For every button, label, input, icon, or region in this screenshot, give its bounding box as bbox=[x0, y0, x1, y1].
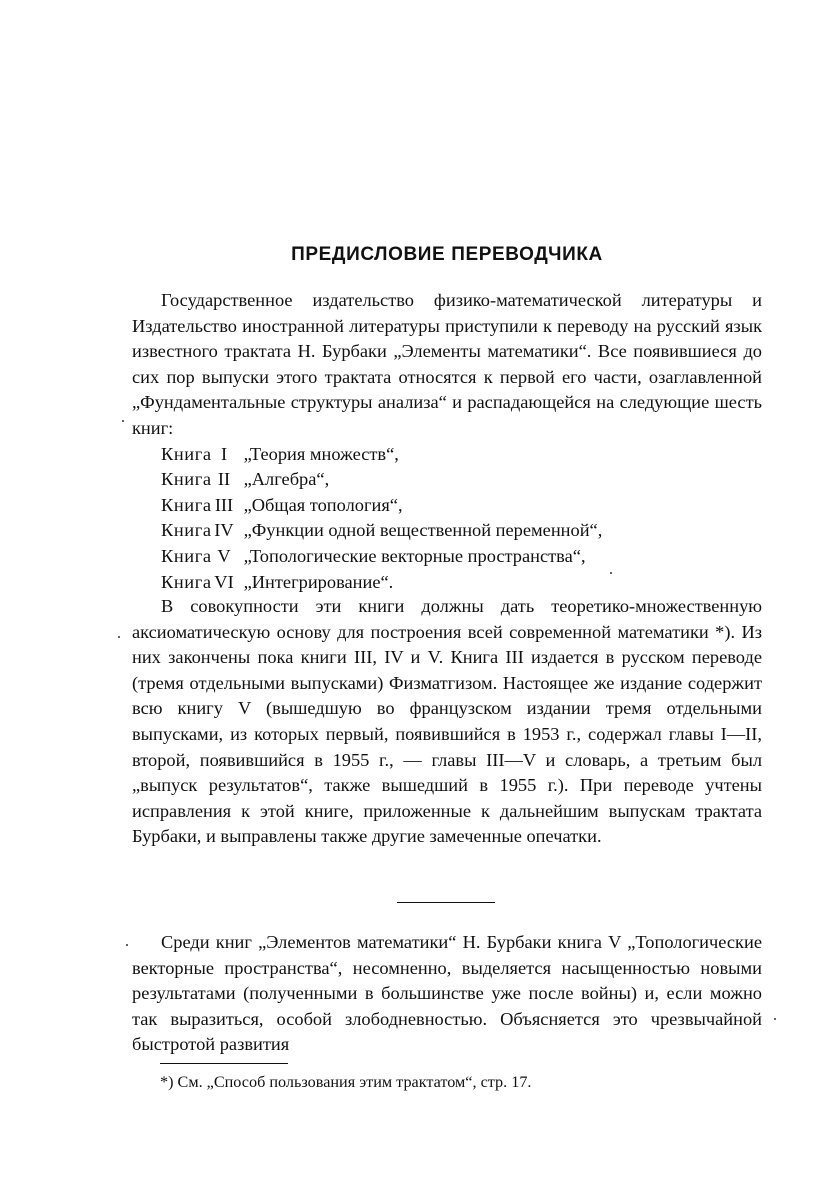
books-list bbox=[132, 442, 762, 596]
book-word: Книга bbox=[161, 494, 212, 515]
book-number: IV bbox=[214, 520, 234, 541]
book-title: „Алгебра“, bbox=[243, 469, 330, 490]
scan-speck bbox=[122, 420, 124, 422]
book-list-item bbox=[132, 467, 762, 493]
book-word: Книга bbox=[161, 571, 212, 592]
paragraph-3: Среди книг „Элементов математики“ Н. Бурбаки книга V „Топологические векторные пространства“, несомненно, выделяется насыщенностью новыми результатами (полученными в большинстве уже после войны) и, если можно так выразиться, особой злободневностью. Объясняется это чрезвычайной быстротой развития bbox=[132, 932, 762, 1055]
book-list-item bbox=[132, 570, 762, 596]
book-number: VI bbox=[214, 571, 234, 592]
section-2 bbox=[132, 594, 762, 850]
scan-speck bbox=[118, 636, 120, 638]
book-title: „Функции одной вещественной переменной“, bbox=[243, 520, 603, 541]
footnote: *) См. „Способ пользования этим трактатом“, стр. 17. bbox=[160, 1073, 532, 1091]
book-number: III bbox=[214, 494, 234, 515]
section-divider bbox=[397, 902, 495, 903]
book-number: II bbox=[217, 469, 231, 490]
page-title: ПРЕДИСЛОВИЕ ПЕРЕВОДЧИКА bbox=[291, 244, 603, 265]
book-word: Книга bbox=[161, 520, 212, 541]
scan-speck bbox=[610, 572, 612, 574]
footnote-divider bbox=[160, 1063, 288, 1064]
intro-paragraph: Государственное издательство физико-математической литературы и Издательство иностранной литературы приступили к переводу на русский язык известного трактата Н. Бурбаки „Элементы математики“. Все появившиеся до сих пор выпуски этого трактата относятся к первой его части, озаглавленной „Фундаментальные структуры анализа“ и распадающейся на следующие шесть книг: bbox=[132, 290, 762, 438]
book-word: Книга bbox=[161, 443, 212, 464]
book-list-item bbox=[132, 442, 762, 468]
intro-section bbox=[132, 288, 762, 595]
book-title: „Общая топология“, bbox=[243, 494, 403, 515]
paragraph-2: В совокупности эти книги должны дать теоретико-множественную аксиоматическую основу для построения всей современной математики *). Из них закончены пока книги III, IV и V. Книга III издается в русском переводе (тремя отдельными выпусками) Физматгизом. Настоящее же издание содержит всю книгу V (вышедшую во французском издании тремя отдельными выпусками, из которых первый, появившийся в 1953 г., содержал главы I—II, второй, появившийся в 1955 г., — главы III—V и словарь, а третьим был „выпуск результатов“, также вышедший в 1955 г.). При переводе учтены исправления к этой книге, приложенные к дальнейшим выпускам трактата Бурбаки, и выправлены также другие замеченные опечатки. bbox=[132, 596, 762, 847]
scan-speck bbox=[774, 1018, 776, 1020]
book-title: „Теория множеств“, bbox=[243, 443, 399, 464]
book-list-item bbox=[132, 518, 762, 544]
book-word: Книга bbox=[161, 545, 212, 566]
book-number: V bbox=[217, 545, 231, 566]
book-list-item bbox=[132, 493, 762, 519]
section-3 bbox=[132, 930, 762, 1058]
book-word: Книга bbox=[161, 469, 212, 490]
scan-speck bbox=[126, 944, 128, 946]
book-title: „Топологические векторные пространства“, bbox=[243, 545, 586, 566]
book-title: „Интегрирование“. bbox=[243, 571, 394, 592]
book-list-item bbox=[132, 544, 762, 570]
book-number: I bbox=[220, 443, 228, 464]
